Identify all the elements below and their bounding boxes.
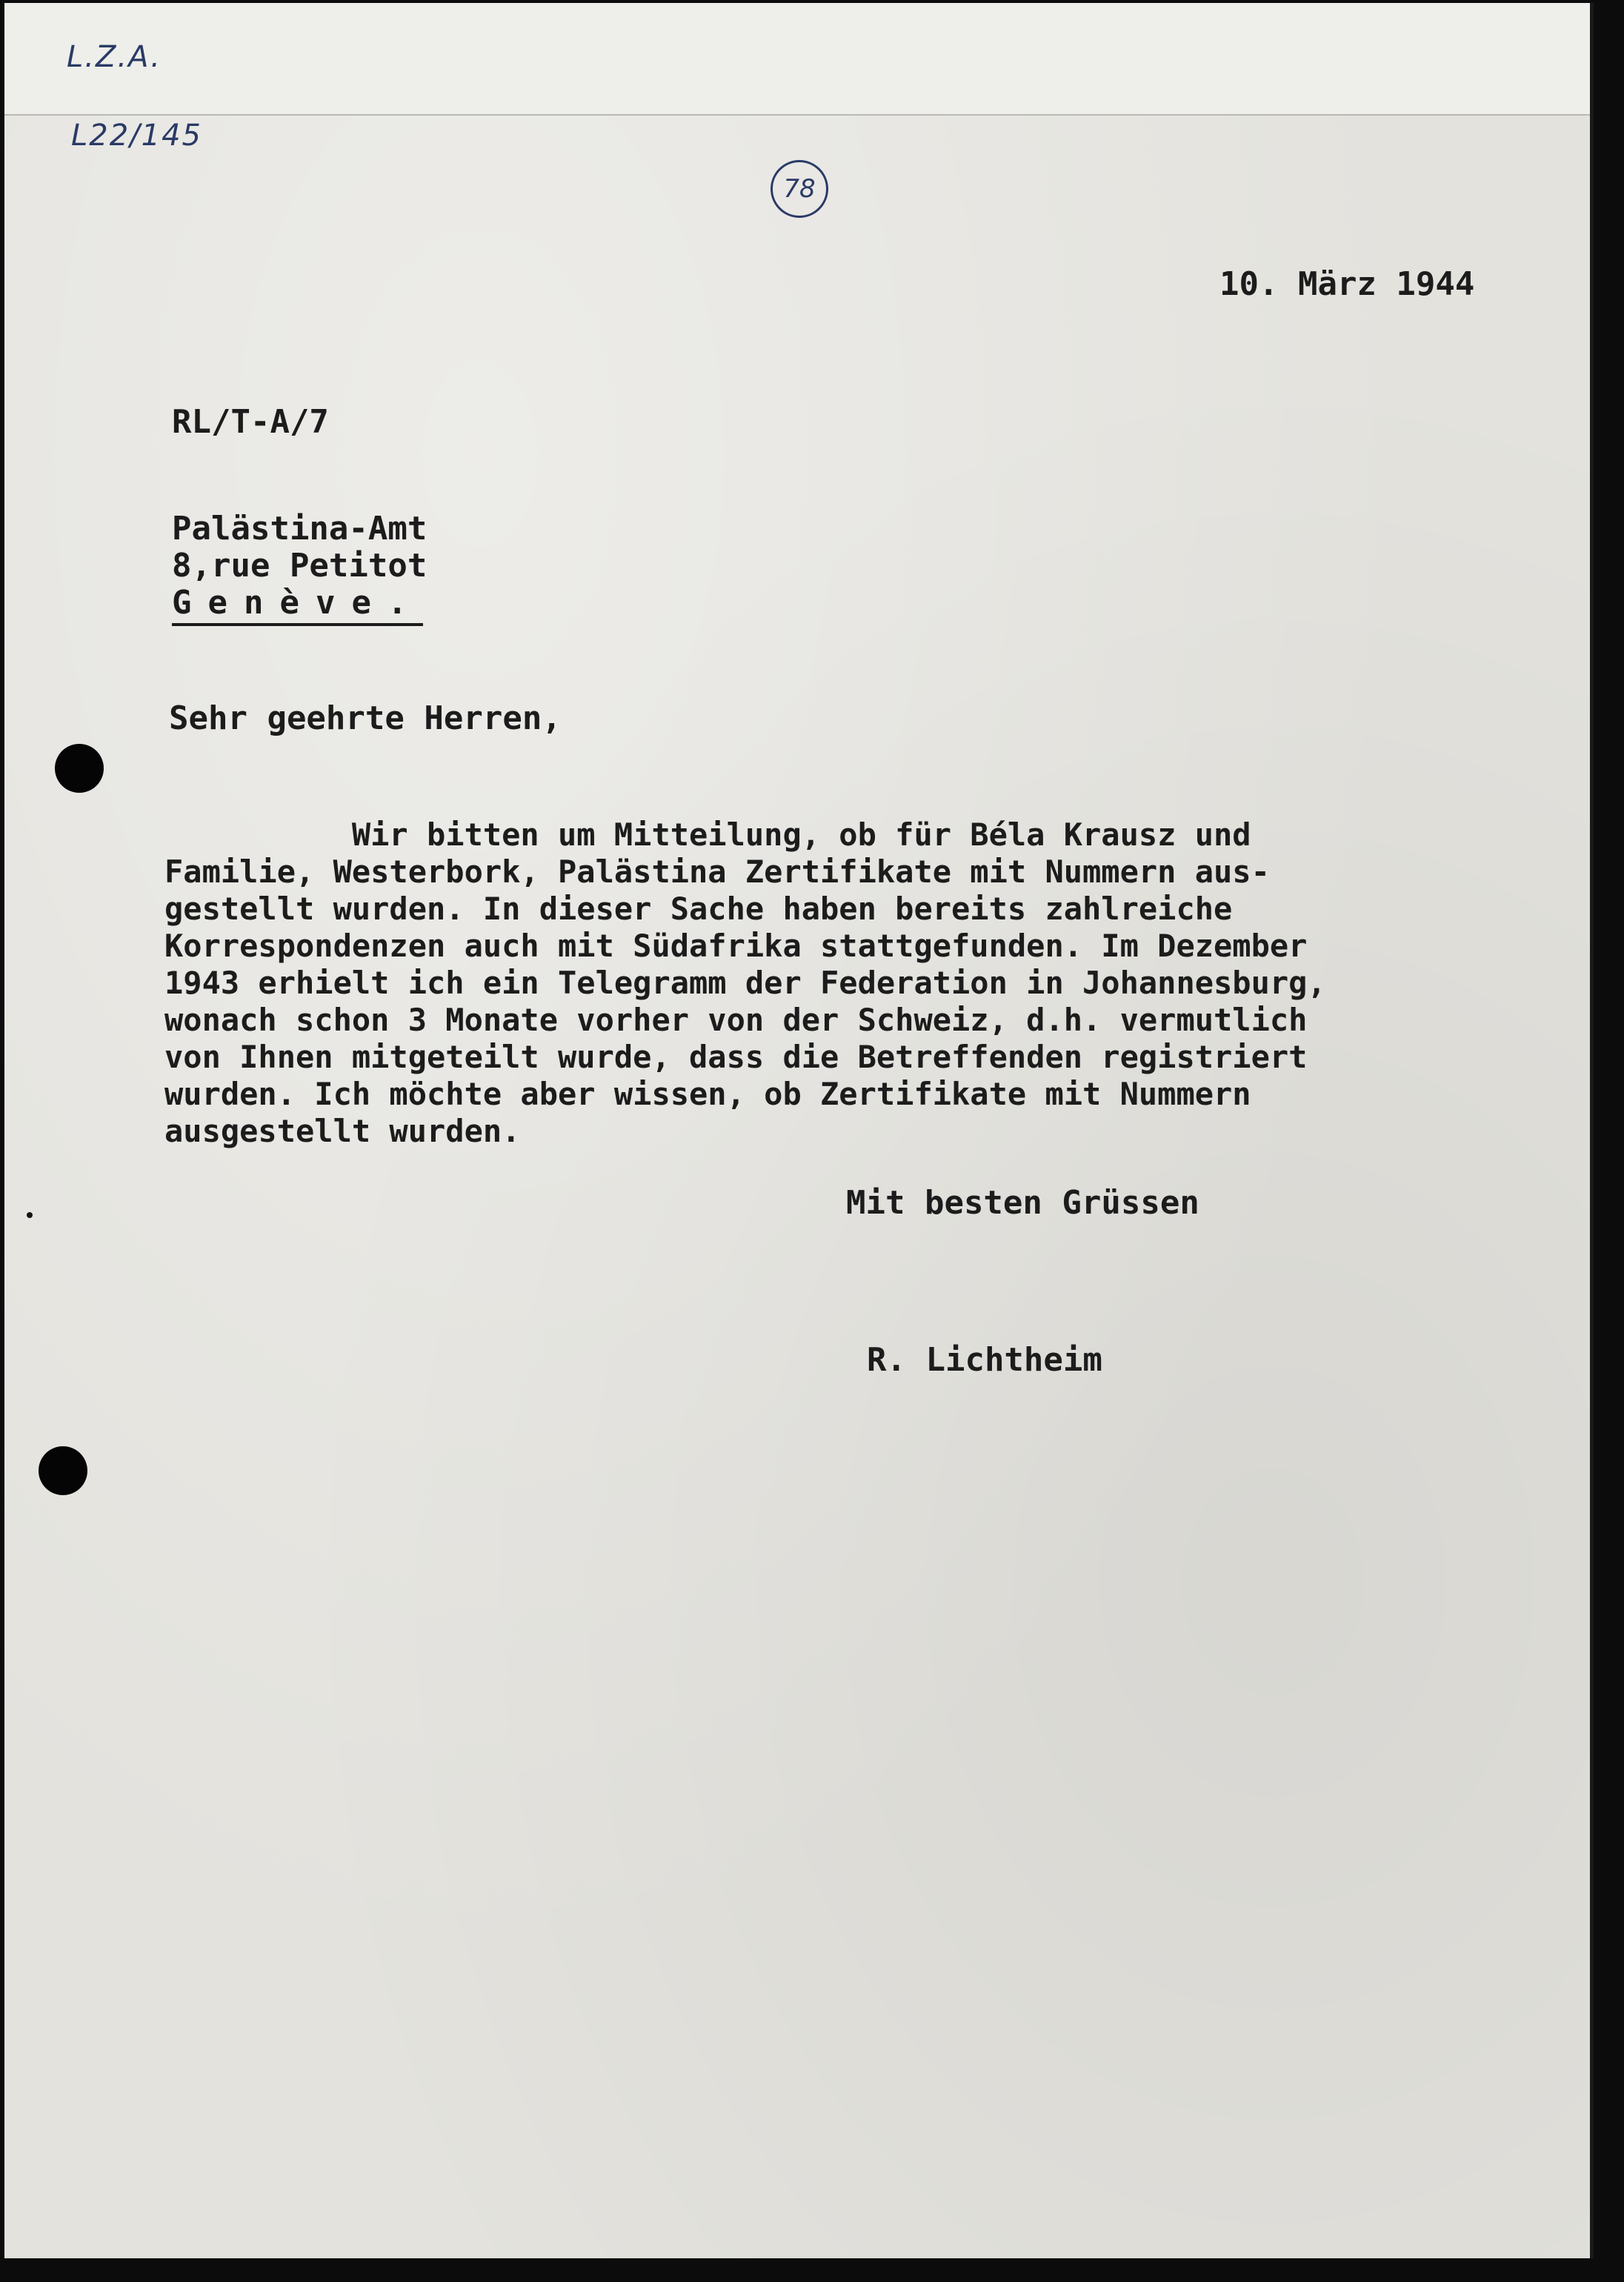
page-number-stamp: 78 [771,160,828,218]
signature: R. Lichtheim [867,1341,1102,1379]
punch-hole [55,744,104,793]
recipient-name: Palästina-Amt [172,510,427,548]
body-line: Wir bitten um Mitteilung, ob für Béla Krausz und [164,816,1251,853]
closing-phrase: Mit besten Grüssen [846,1184,1199,1222]
top-margin-band [4,3,1590,116]
file-number-annotation: L22/145 [71,119,203,153]
recipient-city: Genève. [172,584,423,626]
letter-date: 10. März 1944 [1219,265,1475,303]
body-line: 1943 erhielt ich ein Telegramm der Federation in Johannesburg, [164,965,1326,1001]
body-line: Korrespondenzen auch mit Südafrika stattgefunden. Im Dezember [164,928,1308,964]
body-line: wurden. Ich möchte aber wissen, ob Zertifikate mit Nummern [164,1076,1251,1112]
salutation: Sehr geehrte Herren, [169,699,562,737]
body-line: gestellt wurden. In dieser Sache haben bereits zahlreiche [164,891,1233,927]
body-line: von Ihnen mitgeteilt wurde, dass die Betreffenden registriert [164,1039,1308,1075]
body-line: Familie, Westerbork, Palästina Zertifikate mit Nummern aus- [164,854,1270,890]
body-line: ausgestellt wurden. [164,1113,521,1149]
reference-code: RL/T-A/7 [172,403,329,441]
letter-sheet [4,3,1594,2258]
archive-code-annotation: L.Z.A. [67,40,162,74]
recipient-street: 8,rue Petitot [172,547,427,585]
scan-speck [27,1212,33,1218]
body-line: wonach schon 3 Monate vorher von der Schweiz, d.h. vermutlich [164,1002,1308,1038]
punch-hole [39,1446,87,1495]
